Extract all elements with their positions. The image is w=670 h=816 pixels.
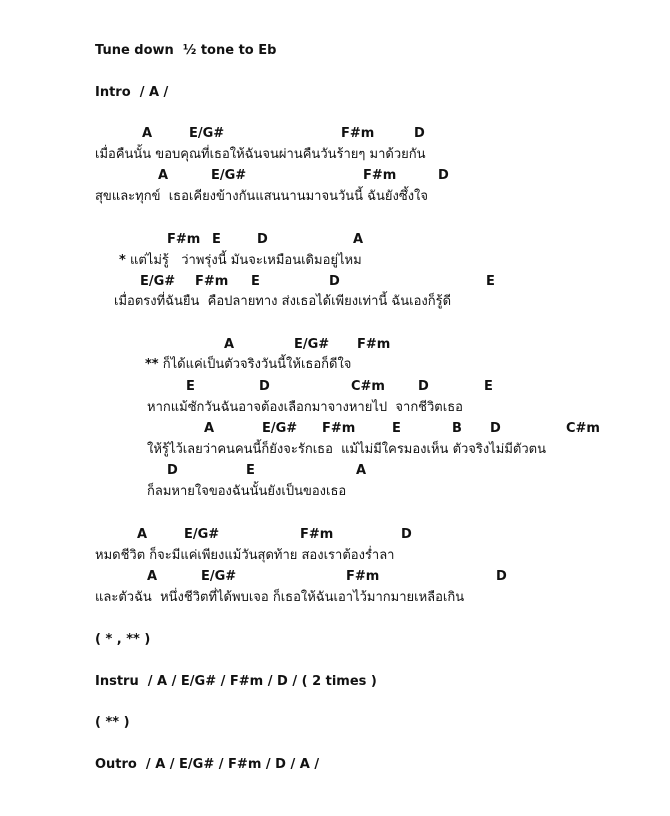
section-marker: * bbox=[119, 253, 126, 268]
chord: E/G# bbox=[184, 527, 220, 542]
chord: D bbox=[438, 168, 449, 183]
chord: F#m bbox=[195, 274, 229, 289]
chord: A bbox=[356, 463, 367, 478]
outro-line: Outro / A / E/G# / F#m / D / A / bbox=[95, 757, 320, 772]
chord: E bbox=[486, 274, 495, 289]
section-marker: ** bbox=[145, 357, 159, 372]
chord: A bbox=[147, 569, 158, 584]
lyric-line: สุขและทุกข์ เธอเคียงข้างกันแสนนานมาจนวันนี้ ฉันยังซึ้งใจ bbox=[95, 189, 429, 204]
lyric-line: และตัวฉัน หนึ่งชีวิตที่ได้พบเจอ ก็เธอให้ฉันเอาไว้มากมายเหลือเกิน bbox=[95, 590, 465, 605]
lyric-line bbox=[119, 254, 362, 267]
chord: A bbox=[224, 337, 235, 352]
chord: E/G# bbox=[294, 337, 330, 352]
lyric-text: ก็ได้แค่เป็นตัวจริงวันนี้ให้เธอก็ดีใจ bbox=[162, 357, 352, 372]
chord: F#m bbox=[300, 527, 334, 542]
chord: D bbox=[167, 463, 178, 478]
chord: A bbox=[142, 126, 153, 141]
chord: E/G# bbox=[201, 569, 237, 584]
chord: E/G# bbox=[211, 168, 247, 183]
chord: E bbox=[186, 379, 195, 394]
lyric-line: หากแม้ซักวันฉันอาจต้องเลือกมาจางหายไป จากชีวิตเธอ bbox=[147, 400, 463, 415]
chord: B bbox=[452, 421, 462, 436]
lyric-line: เมื่อตรงที่ฉันยืน คือปลายทาง ส่งเธอได้เพียงเท่านี้ ฉันเองก็รู้ดี bbox=[114, 294, 452, 309]
chord: E bbox=[212, 232, 221, 247]
chord: A bbox=[137, 527, 148, 542]
intro-line: Intro / A / bbox=[95, 85, 169, 100]
tuning-note: Tune down ½ tone to Eb bbox=[95, 43, 277, 58]
chord: D bbox=[259, 379, 270, 394]
chord: D bbox=[418, 379, 429, 394]
instru-line: Instru / A / E/G# / F#m / D / ( 2 times ) bbox=[95, 674, 377, 689]
lyric-line: ให้รู้ไว้เลยว่าคนคนนี้ก็ยังจะรักเธอ แม้ไม่มีใครมองเห็น ตัวจริงไม่มีตัวตน bbox=[147, 442, 547, 457]
chord: F#m bbox=[357, 337, 391, 352]
chord: F#m bbox=[346, 569, 380, 584]
chord: F#m bbox=[341, 126, 375, 141]
chord: D bbox=[257, 232, 268, 247]
chord: F#m bbox=[322, 421, 356, 436]
chord: E/G# bbox=[140, 274, 176, 289]
chord: A bbox=[204, 421, 215, 436]
chord: A bbox=[353, 232, 364, 247]
chord: E/G# bbox=[189, 126, 225, 141]
chord: F#m bbox=[167, 232, 201, 247]
chord: F#m bbox=[363, 168, 397, 183]
lyric-line: ก็ลมหายใจของฉันนั้นยังเป็นของเธอ bbox=[147, 484, 347, 499]
lyric-text: แต่ไม่รู้ ว่าพรุ่งนี้ มันจะเหมือนเดิมอยู่ไหม bbox=[129, 253, 362, 268]
chord: C#m bbox=[566, 421, 600, 436]
chord: E bbox=[246, 463, 255, 478]
chord: D bbox=[490, 421, 501, 436]
lyric-line bbox=[145, 358, 351, 371]
lyric-line: หมดชีวิต ก็จะมีแค่เพียงแม้วันสุดท้าย สองเราต้องร่ำลา bbox=[95, 548, 395, 563]
repeat-instruction: ( ** ) bbox=[95, 715, 130, 730]
chord: D bbox=[496, 569, 507, 584]
lyric-line: เมื่อคืนนั้น ขอบคุณที่เธอให้ฉันจนผ่านคืนวันร้ายๆ มาด้วยกัน bbox=[95, 147, 426, 162]
chord: E bbox=[392, 421, 401, 436]
chord: D bbox=[414, 126, 425, 141]
repeat-instruction: ( * , ** ) bbox=[95, 632, 151, 647]
chord: E bbox=[484, 379, 493, 394]
chord: A bbox=[158, 168, 169, 183]
chord: D bbox=[401, 527, 412, 542]
chord: D bbox=[329, 274, 340, 289]
chord: E/G# bbox=[262, 421, 298, 436]
chord: C#m bbox=[351, 379, 385, 394]
chord: E bbox=[251, 274, 260, 289]
